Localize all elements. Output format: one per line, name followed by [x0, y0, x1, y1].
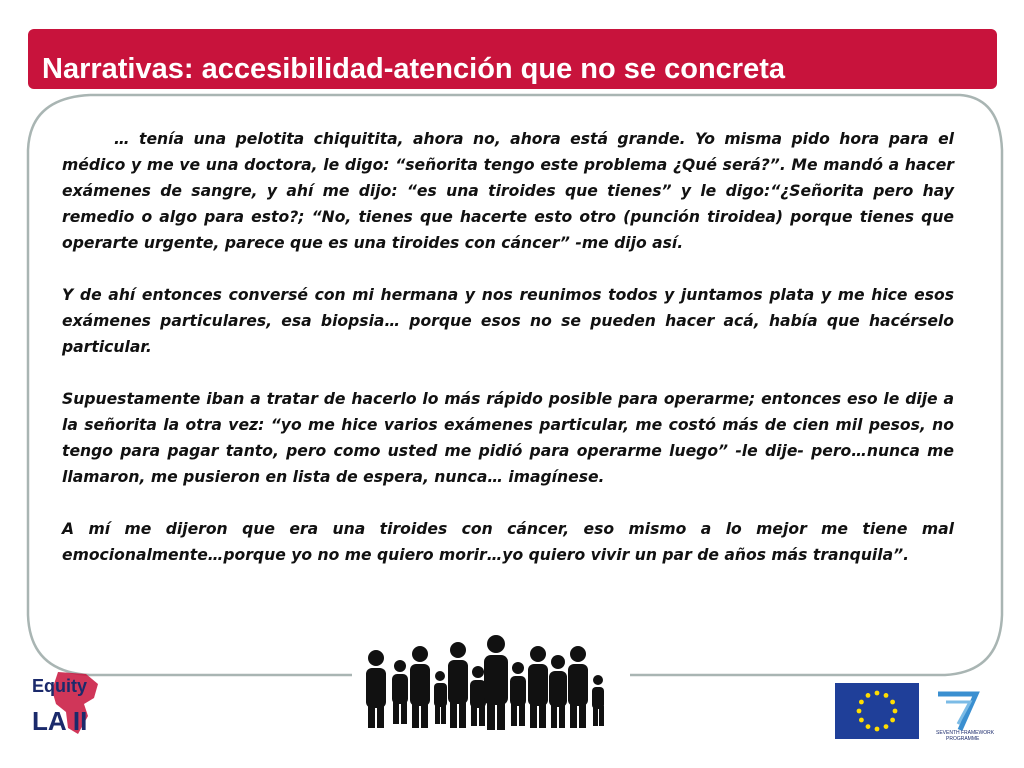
narrative-paragraph-1: … tenía una pelotita chiquitita, ahora no, ahora está grande. Yo misma pido hora para el médico y me ve una doctora, le digo: “señorita tengo este problema ¿Qué será?”. Me mandó a hacer exámenes de sangre, y ahí me dijo: “es una tiroides que tienes” y le digo:“¿Señorita pero hay remedio o algo para esto?; “No, tienes que hacerte esto otro (punción tiroidea) porque tienes que operarte urgente, parece que es una tiroides con cáncer” -me dijo así. [62, 130, 954, 252]
crowd-of-people-icon [360, 632, 610, 732]
narrative-paragraph-2: Y de ahí entonces conversé con mi hermana y nos reunimos todos y juntamos plata y me hice esos exámenes particulares, esa biopsia… porque esos no se pueden hacer acá, había que hacérselo particular. [62, 286, 954, 356]
equity-logo-word: Equity [32, 676, 88, 696]
slide-title: Narrativas: accesibilidad-atención que no se concreta [42, 53, 785, 85]
fp7-caption-2: PROGRAMME [946, 736, 980, 742]
equity-logo-la: LA II [32, 706, 88, 736]
narrative-paragraph-3: Supuestamente iban a tratar de hacerlo lo más rápido posible para operarme; entonces eso le dije a la señorita la otra vez: “yo me hice varios exámenes particular, me costó más de cien mil pesos, no tengo para pagar tanto, pero como usted me pidió para operarme luego” -le dije- pero…nunca me llamaron, me pusieron en lista de espera, nunca… imagínese. [62, 390, 954, 486]
equity-la-logo [28, 668, 108, 738]
fp7-caption-1: SEVENTH FRAMEWORK [936, 730, 994, 736]
narrative-text [62, 126, 954, 594]
eu-flag-icon [835, 683, 919, 739]
fp7-logo-icon [930, 690, 994, 742]
narrative-paragraph-4: A mí me dijeron que era una tiroides con cáncer, eso mismo a lo mejor me tiene mal emocionalmente…porque yo no me quiero morir…yo quiero vivir un par de años más tranquila”. [62, 520, 954, 564]
